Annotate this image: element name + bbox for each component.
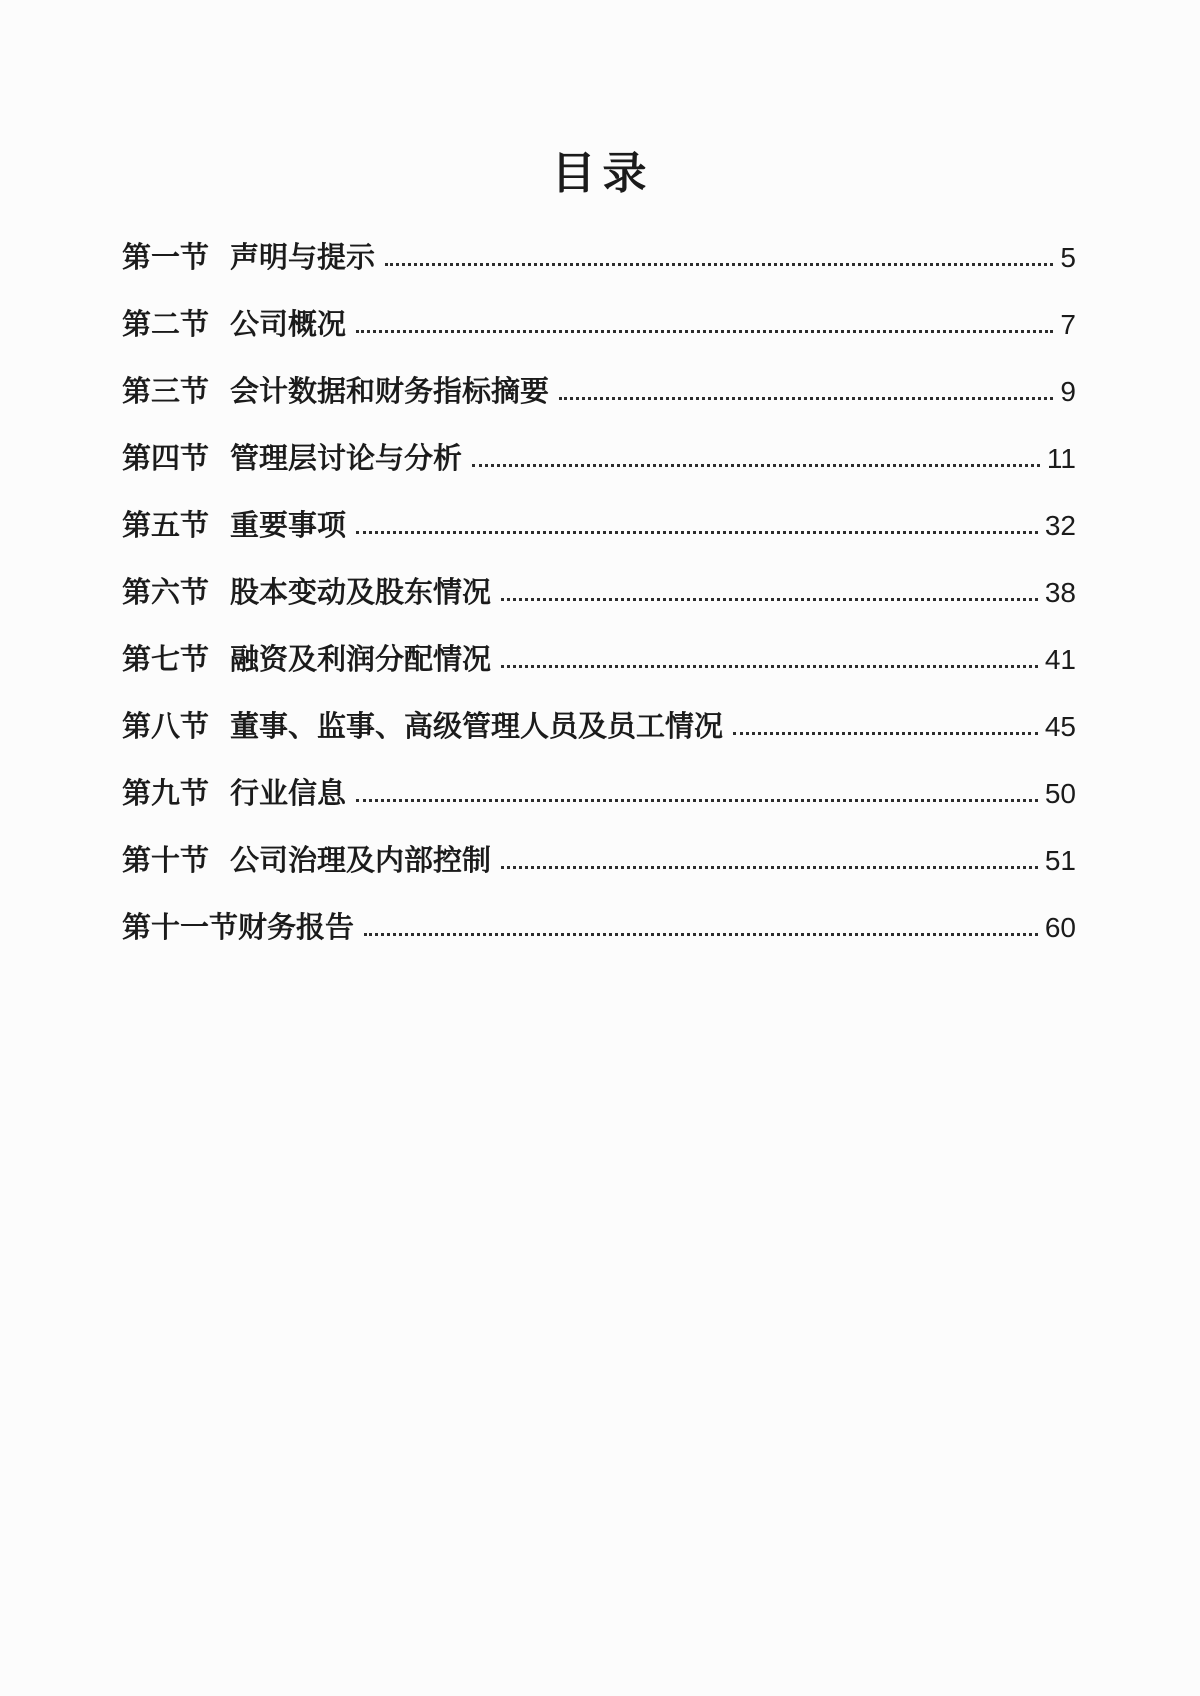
toc-entry[interactable] — [122, 712, 1076, 742]
toc-entry-page-number: 45 — [1044, 711, 1076, 742]
toc-entry-section-label: 第七节 — [122, 644, 210, 676]
toc-entry-title: 行业信息 — [230, 778, 347, 810]
toc-entry-section-label: 第九节 — [122, 778, 210, 810]
toc-entry-section-label: 第二节 — [122, 309, 210, 341]
toc-entry-page-number: 60 — [1044, 912, 1076, 943]
dotted-leader — [356, 531, 1038, 534]
toc-entry-title: 会计数据和财务指标摘要 — [230, 376, 550, 408]
toc-entry-title: 管理层讨论与分析 — [230, 443, 463, 475]
toc-entry[interactable] — [122, 511, 1076, 541]
toc-entry-page-number: 50 — [1044, 778, 1076, 809]
toc-entry-section-label: 第四节 — [122, 443, 210, 475]
toc-entry-title: 财务报告 — [238, 912, 355, 944]
dotted-leader — [559, 397, 1053, 400]
toc-entry-title: 重要事项 — [230, 510, 347, 542]
dotted-leader — [385, 263, 1053, 266]
toc-entry[interactable] — [122, 444, 1076, 474]
toc-entry-page-number: 7 — [1060, 309, 1076, 340]
toc-entry-page-number: 41 — [1044, 644, 1076, 675]
dotted-leader — [472, 464, 1040, 467]
toc-entry-page-number: 38 — [1044, 577, 1076, 608]
toc-entry-section-label: 第六节 — [122, 577, 210, 609]
toc-entry[interactable] — [122, 779, 1076, 809]
dotted-leader — [356, 330, 1053, 333]
toc-entry-page-number: 5 — [1060, 242, 1076, 273]
toc-entry-section-label: 第十一节 — [122, 912, 239, 944]
dotted-leader — [501, 866, 1038, 869]
dotted-leader — [501, 665, 1038, 668]
toc-entry[interactable] — [122, 377, 1076, 407]
toc-list — [122, 243, 1076, 943]
toc-entry[interactable] — [122, 243, 1076, 273]
toc-entry-title: 公司概况 — [230, 309, 347, 341]
toc-entry[interactable] — [122, 846, 1076, 876]
toc-entry-section-label: 第八节 — [122, 711, 210, 743]
toc-entry[interactable] — [122, 913, 1076, 943]
toc-entry-section-label: 第十节 — [122, 845, 210, 877]
toc-entry-title: 融资及利润分配情况 — [230, 644, 492, 676]
toc-entry-title: 董事、监事、高级管理人员及员工情况 — [230, 711, 724, 743]
toc-entry-section-label: 第三节 — [122, 376, 210, 408]
dotted-leader — [356, 799, 1038, 802]
dotted-leader — [733, 732, 1038, 735]
toc-entry-page-number: 51 — [1044, 845, 1076, 876]
toc-entry-title: 声明与提示 — [230, 242, 376, 274]
toc-entry[interactable] — [122, 578, 1076, 608]
page-title: 目录 — [551, 149, 654, 198]
toc-entry-section-label: 第一节 — [122, 242, 210, 274]
toc-entry-title: 公司治理及内部控制 — [230, 845, 492, 877]
toc-entry-page-number: 9 — [1060, 376, 1076, 407]
toc-entry-page-number: 11 — [1046, 443, 1076, 474]
dotted-leader — [501, 598, 1038, 601]
toc-entry-page-number: 32 — [1044, 510, 1076, 541]
toc-entry[interactable] — [122, 645, 1076, 675]
toc-entry[interactable] — [122, 310, 1076, 340]
toc-entry-section-label: 第五节 — [122, 510, 210, 542]
toc-entry-title: 股本变动及股东情况 — [230, 577, 492, 609]
dotted-leader — [364, 933, 1038, 936]
